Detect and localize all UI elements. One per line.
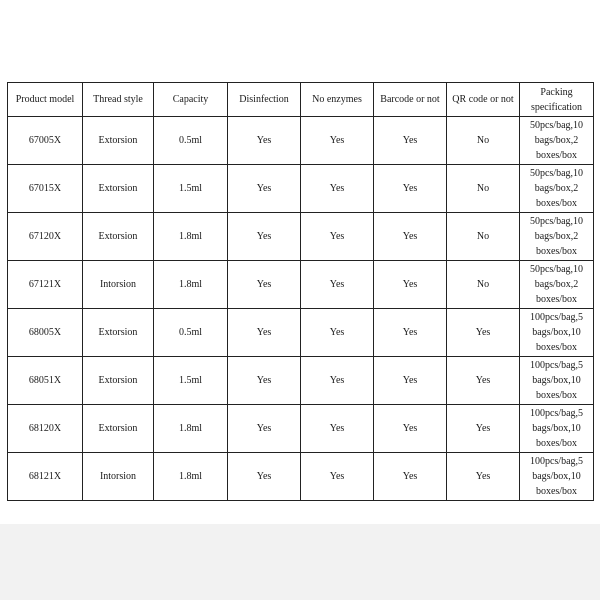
packing-line: bags/box,2 <box>534 279 579 290</box>
cell-qr-code: No <box>447 261 520 309</box>
cell-capacity: 1.5ml <box>154 165 228 213</box>
table-row <box>8 405 594 453</box>
cell-qr-code: No <box>447 213 520 261</box>
cell-barcode: Yes <box>374 453 447 501</box>
table-row <box>8 117 594 165</box>
header-packing-line: Packing <box>540 86 573 98</box>
header-packing-specification <box>520 83 594 117</box>
cell-disinfection: Yes <box>228 117 301 165</box>
cell-disinfection: Yes <box>228 165 301 213</box>
packing-line: bags/box,10 <box>532 375 581 386</box>
cell-thread-style: Intorsion <box>83 453 154 501</box>
cell-product-model: 68051X <box>8 357 83 405</box>
cell-qr-code: Yes <box>447 309 520 357</box>
table-row <box>8 213 594 261</box>
cell-disinfection: Yes <box>228 453 301 501</box>
table-header-row <box>8 83 594 117</box>
cell-thread-style: Extorsion <box>83 405 154 453</box>
cell-disinfection: Yes <box>228 213 301 261</box>
header-no-enzymes: No enzymes <box>301 83 374 117</box>
header-capacity: Capacity <box>154 83 228 117</box>
cell-thread-style: Extorsion <box>83 117 154 165</box>
cell-packing-specification <box>520 405 594 453</box>
cell-disinfection: Yes <box>228 405 301 453</box>
cell-capacity: 1.5ml <box>154 357 228 405</box>
table-row <box>8 165 594 213</box>
cell-product-model: 67121X <box>8 261 83 309</box>
packing-line: 100pcs/bag,5 <box>529 360 584 371</box>
cell-disinfection: Yes <box>228 309 301 357</box>
cell-packing-specification <box>520 261 594 309</box>
packing-line: bags/box,10 <box>532 327 581 338</box>
packing-line: 50pcs/bag,10 <box>529 216 584 227</box>
cell-thread-style: Extorsion <box>83 357 154 405</box>
header-qr-code: QR code or not <box>447 83 520 117</box>
packing-line: 100pcs/bag,5 <box>529 408 584 419</box>
table-row <box>8 453 594 501</box>
packing-line: 50pcs/bag,10 <box>529 120 584 131</box>
header-product-model: Product model <box>8 83 83 117</box>
table-body <box>8 117 594 501</box>
packing-line: boxes/box <box>535 294 578 305</box>
cell-thread-style: Extorsion <box>83 213 154 261</box>
cell-thread-style: Extorsion <box>83 165 154 213</box>
packing-line: boxes/box <box>535 198 578 209</box>
cell-qr-code: Yes <box>447 453 520 501</box>
cell-barcode: Yes <box>374 165 447 213</box>
cell-packing-specification <box>520 213 594 261</box>
packing-line: bags/box,10 <box>532 471 581 482</box>
cell-product-model: 67120X <box>8 213 83 261</box>
cell-packing-specification <box>520 453 594 501</box>
cell-qr-code: Yes <box>447 357 520 405</box>
cell-no-enzymes: Yes <box>301 213 374 261</box>
cell-barcode: Yes <box>374 261 447 309</box>
cell-packing-specification <box>520 309 594 357</box>
cell-no-enzymes: Yes <box>301 165 374 213</box>
header-disinfection: Disinfection <box>228 83 301 117</box>
cell-barcode: Yes <box>374 213 447 261</box>
packing-line: 50pcs/bag,10 <box>529 264 584 275</box>
table-row <box>8 357 594 405</box>
cell-no-enzymes: Yes <box>301 357 374 405</box>
packing-line: 100pcs/bag,5 <box>529 456 584 467</box>
product-spec-table <box>7 82 594 501</box>
cell-no-enzymes: Yes <box>301 405 374 453</box>
packing-line: bags/box,10 <box>532 423 581 434</box>
packing-line: 50pcs/bag,10 <box>529 168 584 179</box>
cell-disinfection: Yes <box>228 261 301 309</box>
table-row <box>8 309 594 357</box>
packing-line: boxes/box <box>535 246 578 257</box>
packing-line: boxes/box <box>535 390 578 401</box>
cell-qr-code: Yes <box>447 405 520 453</box>
header-thread-style: Thread style <box>83 83 154 117</box>
cell-barcode: Yes <box>374 405 447 453</box>
header-packing-line: specification <box>530 101 583 113</box>
packing-line: bags/box,2 <box>534 183 579 194</box>
bottom-background-band <box>0 524 600 600</box>
packing-line: bags/box,2 <box>534 231 579 242</box>
cell-qr-code: No <box>447 165 520 213</box>
cell-barcode: Yes <box>374 117 447 165</box>
cell-capacity: 1.8ml <box>154 405 228 453</box>
cell-packing-specification <box>520 117 594 165</box>
table-row <box>8 261 594 309</box>
cell-no-enzymes: Yes <box>301 309 374 357</box>
cell-packing-specification <box>520 165 594 213</box>
cell-capacity: 1.8ml <box>154 453 228 501</box>
cell-thread-style: Intorsion <box>83 261 154 309</box>
cell-capacity: 0.5ml <box>154 309 228 357</box>
cell-capacity: 0.5ml <box>154 117 228 165</box>
packing-line: bags/box,2 <box>534 135 579 146</box>
cell-product-model: 67005X <box>8 117 83 165</box>
cell-barcode: Yes <box>374 357 447 405</box>
cell-thread-style: Extorsion <box>83 309 154 357</box>
cell-no-enzymes: Yes <box>301 453 374 501</box>
cell-product-model: 67015X <box>8 165 83 213</box>
cell-capacity: 1.8ml <box>154 261 228 309</box>
header-barcode: Barcode or not <box>374 83 447 117</box>
packing-line: boxes/box <box>535 486 578 497</box>
packing-line: boxes/box <box>535 150 578 161</box>
cell-disinfection: Yes <box>228 357 301 405</box>
cell-no-enzymes: Yes <box>301 261 374 309</box>
cell-product-model: 68121X <box>8 453 83 501</box>
packing-line: boxes/box <box>535 342 578 353</box>
cell-no-enzymes: Yes <box>301 117 374 165</box>
packing-line: boxes/box <box>535 438 578 449</box>
cell-packing-specification <box>520 357 594 405</box>
cell-barcode: Yes <box>374 309 447 357</box>
cell-product-model: 68005X <box>8 309 83 357</box>
cell-qr-code: No <box>447 117 520 165</box>
packing-line: 100pcs/bag,5 <box>529 312 584 323</box>
cell-capacity: 1.8ml <box>154 213 228 261</box>
cell-product-model: 68120X <box>8 405 83 453</box>
